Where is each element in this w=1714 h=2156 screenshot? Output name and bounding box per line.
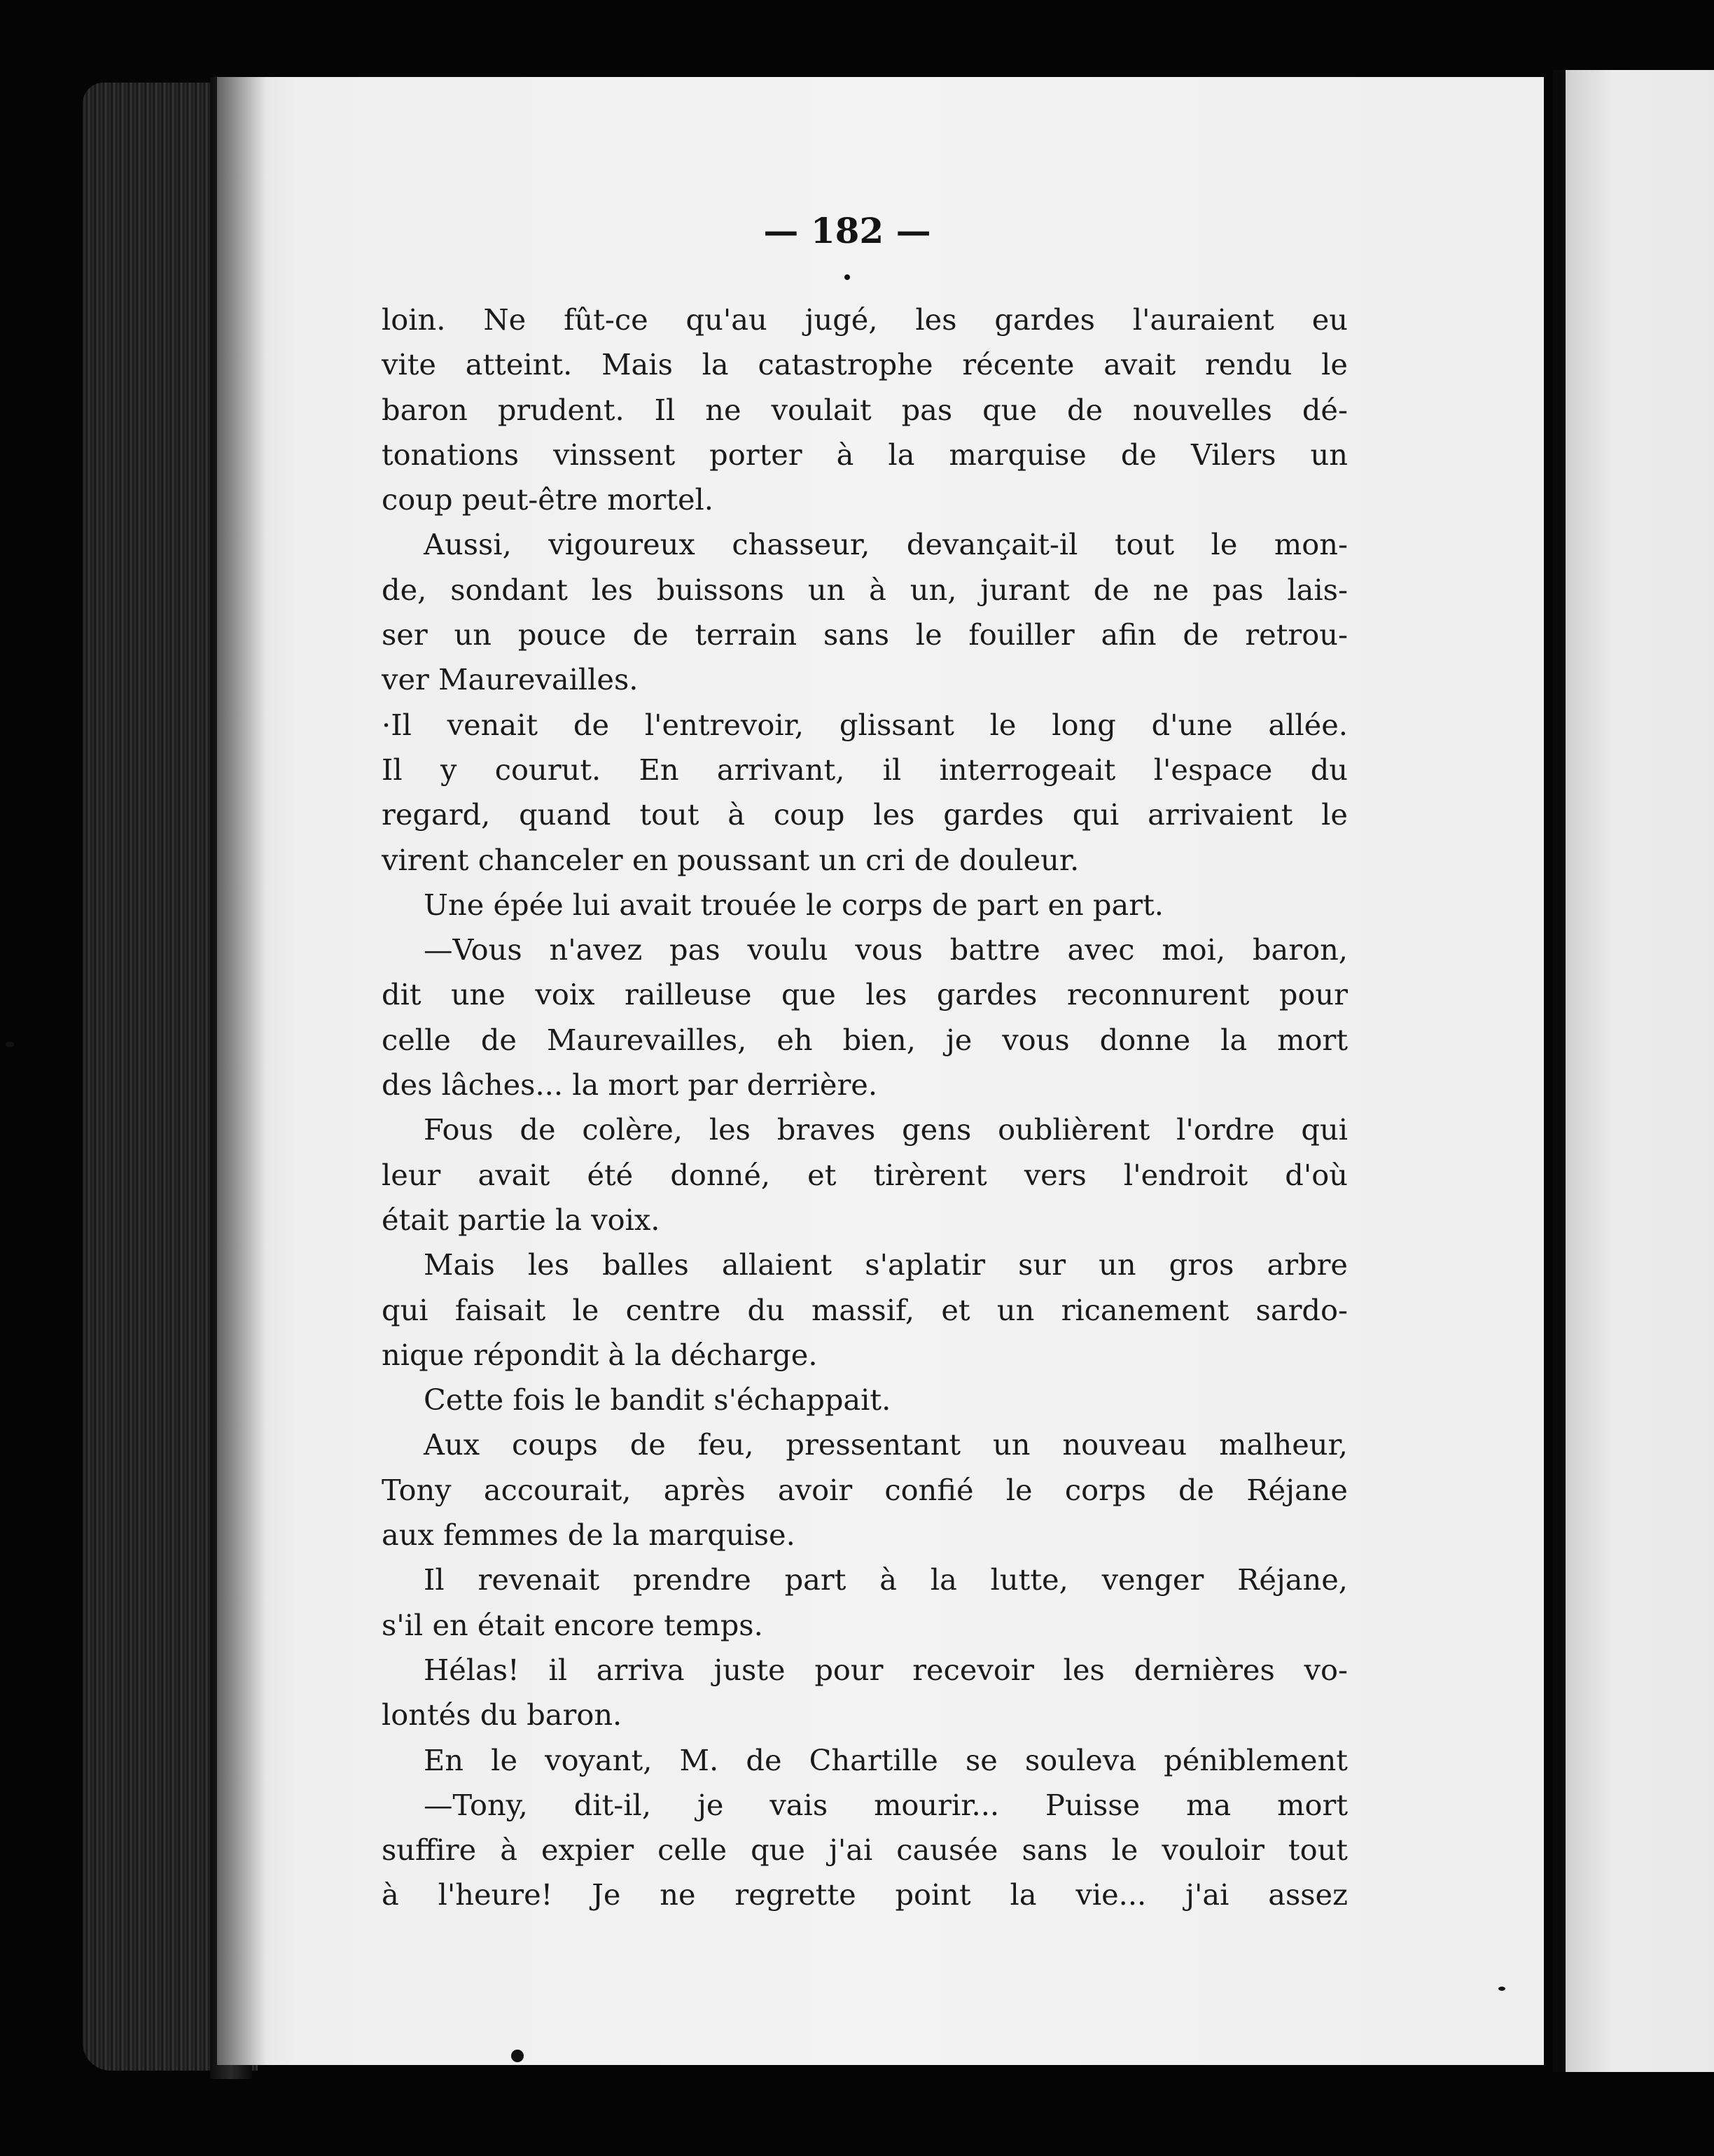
text-line: lontés du baron. [382, 1698, 622, 1732]
text-line: Aux coups de feu, pressentant un nouveau malheur, [424, 1427, 1348, 1462]
page-gutter-shadow [217, 77, 266, 2065]
text-line: Cette fois le bandit s'échappait. [424, 1382, 891, 1418]
text-line: aux femmes de la marquise. [382, 1518, 795, 1553]
text-line: était partie la voix. [382, 1202, 660, 1237]
text-line: ser un pouce de terrain sans le fouiller afin de retrou- [382, 617, 1348, 652]
text-line: nique répondit à la décharge. [382, 1337, 818, 1372]
text-line: —Tony, dit-il, je vais mourir... Puisse ma mort [424, 1787, 1348, 1822]
text-line: Mais les balles allaient s'aplatir sur un gros arbre [424, 1247, 1348, 1282]
text-line: ver Maurevailles. [382, 662, 639, 697]
text-line: Fous de colère, les braves gens oublièrent l'ordre qui [424, 1112, 1348, 1147]
text-line: celle de Maurevailles, eh bien, je vous donne la mort [382, 1022, 1348, 1057]
text-line: suffire à expier celle que j'ai causée sans le vouloir tout [382, 1833, 1348, 1868]
text-line: Hélas! il arriva juste pour recevoir les dernières vo- [424, 1652, 1348, 1687]
page-number: — 182 — [763, 210, 931, 251]
text-line: qui faisait le centre du massif, et un ricanement sardo- [382, 1292, 1348, 1327]
text-line: Tony accourait, après avoir confié le corps de Réjane [382, 1472, 1348, 1507]
text-line: des lâches... la mort par derrière. [382, 1068, 878, 1102]
text-line: à l'heure! Je ne regrette point la vie... j'ai assez [382, 1877, 1348, 1912]
ink-speck [844, 274, 850, 280]
facing-page-edge [1553, 70, 1714, 2072]
ink-speck [6, 1042, 14, 1047]
text-line: de, sondant les buissons un à un, jurant de ne pas lais- [382, 572, 1348, 607]
ink-speck [511, 2050, 524, 2062]
text-line: leur avait été donné, et tirèrent vers l'endroit d'où [382, 1157, 1348, 1192]
text-line: coup peut-être mortel. [382, 482, 713, 517]
text-line: Aussi, vigoureux chasseur, devançait-il tout le mon- [424, 527, 1348, 562]
text-line: ·Il venait de l'entrevoir, glissant le long d'une allée. [382, 707, 1348, 742]
ink-speck [1498, 1987, 1505, 1991]
text-line: s'il en était encore temps. [382, 1607, 763, 1642]
text-line: Il y courut. En arrivant, il interrogeait l'espace du [382, 752, 1348, 787]
text-line: baron prudent. Il ne voulait pas que de nouvelles dé- [382, 392, 1348, 427]
text-line: vite atteint. Mais la catastrophe récente avait rendu le [382, 347, 1348, 382]
text-line: dit une voix railleuse que les gardes reconnurent pour [382, 977, 1348, 1012]
body-text [382, 298, 1348, 1918]
text-line: tonations vinssent porter à la marquise de Vilers un [382, 437, 1348, 472]
text-line: En le voyant, M. de Chartille se souleva péniblement [424, 1742, 1348, 1777]
text-line: —Vous n'avez pas voulu vous battre avec moi, baron, [424, 932, 1348, 967]
text-line: Une épée lui avait trouée le corps de part en part. [424, 887, 1164, 922]
text-line: virent chanceler en poussant un cri de douleur. [382, 842, 1080, 877]
text-line: loin. Ne fût-ce qu'au jugé, les gardes l'auraient eu [382, 302, 1348, 337]
text-line: regard, quand tout à coup les gardes qui arrivaient le [382, 797, 1348, 832]
text-line: Il revenait prendre part à la lutte, venger Réjane, [424, 1562, 1348, 1597]
